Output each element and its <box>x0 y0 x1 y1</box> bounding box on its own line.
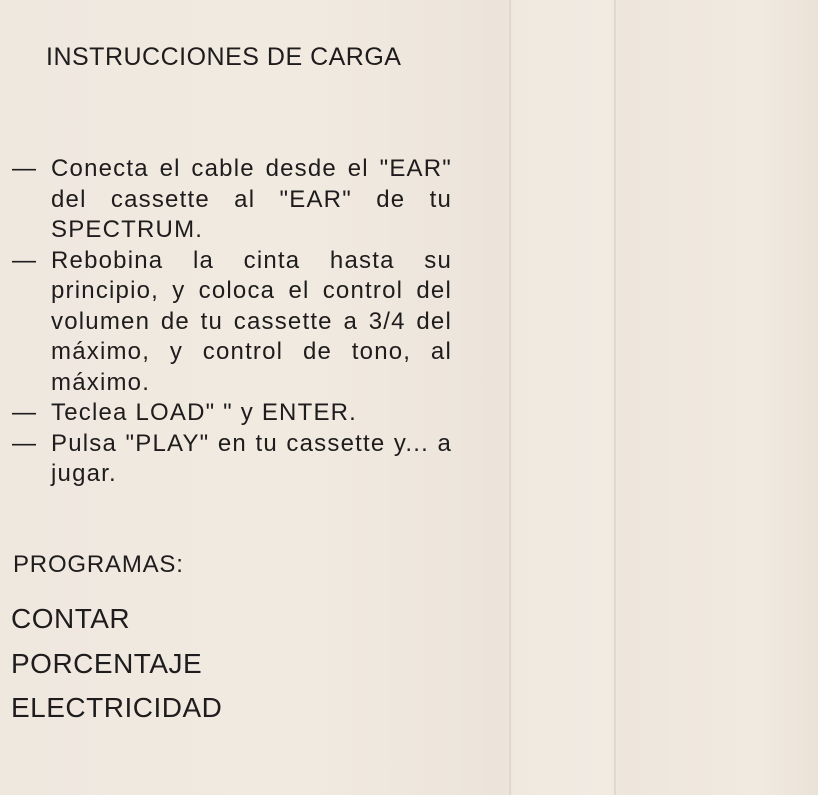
instruction-item <box>12 429 452 490</box>
paper-fold-line <box>509 0 511 795</box>
bullet-dash: — <box>12 399 38 426</box>
instruction-item <box>12 398 452 429</box>
programs-heading: PROGRAMAS: <box>13 551 184 578</box>
program-item: PORCENTAJE <box>11 647 203 679</box>
instructions-list <box>12 154 452 490</box>
instruction-text: Pulsa "PLAY" en tu cassette y... a jugar. <box>51 429 452 487</box>
instruction-text: Teclea LOAD" " y ENTER. <box>51 399 358 426</box>
bullet-dash: — <box>12 246 38 274</box>
instruction-text: Rebobina la cinta hasta su principio, y coloca el control del volumen de tu cassette a 3/4 del máximo, y control de tono, al máximo. <box>51 246 452 396</box>
instruction-item <box>12 246 452 399</box>
programs-list <box>11 597 222 731</box>
paper-fold-line <box>614 0 616 795</box>
instruction-text: Conecta el cable desde el "EAR" del cassette al "EAR" de tu SPECTRUM. <box>51 155 452 243</box>
bullet-dash: — <box>12 155 38 182</box>
bullet-dash: — <box>12 429 38 457</box>
program-item: ELECTRICIDAD <box>11 692 223 723</box>
loading-instructions-heading: INSTRUCCIONES DE CARGA <box>46 43 402 71</box>
program-item: CONTAR <box>11 603 131 634</box>
instruction-item <box>12 154 452 246</box>
